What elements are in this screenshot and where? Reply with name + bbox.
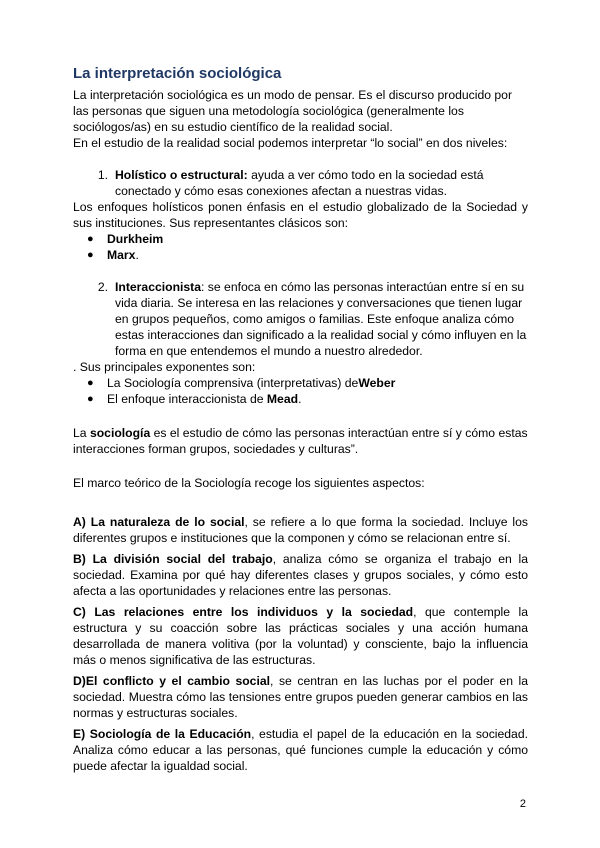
bullet-icon: ● — [87, 393, 94, 405]
page-number: 2 — [519, 798, 526, 810]
aspect-paragraph — [73, 604, 528, 668]
level-interactionist — [73, 279, 528, 359]
level-term: Holístico o estructural: — [115, 168, 248, 182]
intro-paragraph: La interpretación sociológica es un modo de pensar. Es el discurso producido por las personas que siguen una metodología sociológica (generalmente los sociólogos/as) en su estudio científico de la realidad social. — [73, 88, 513, 134]
level-term: Interaccionista — [115, 280, 202, 294]
aspect-term: C) Las relaciones entre los individuos y la sociedad — [73, 605, 414, 619]
bullet-icon: ● — [87, 233, 94, 245]
item-text: El enfoque interaccionista de — [107, 392, 267, 406]
section-title: La interpretación sociológica — [73, 65, 282, 82]
level-holistic — [73, 167, 528, 199]
list-item — [73, 231, 528, 247]
interaction-intro: . Sus principales exponentes son: — [73, 360, 256, 374]
item-text: La Sociología comprensiva (interpretativas) de — [107, 376, 359, 390]
holistic-paragraph: Los enfoques holísticos ponen énfasis en el estudio globalizado de la Sociedad y sus instituciones. Sus representantes clásicos son: — [73, 200, 528, 230]
list-number: 2. — [97, 280, 108, 294]
aspect-text: , estudia el papel de la educación en la sociedad. Analiza cómo educar a las personas, qué funciones cumple la educación y cómo puede afectar la igualdad social. — [73, 727, 528, 773]
level-description: ayuda a ver cómo todo en la sociedad está conectado y cómo esas conexiones afectan a nuestras vidas. — [115, 168, 484, 198]
list-item — [73, 247, 528, 263]
author-name: Mead — [266, 392, 299, 406]
aspect-paragraph — [73, 514, 528, 546]
level-text — [115, 167, 528, 199]
aspect-term: B) La división social del trabajo — [73, 552, 273, 566]
level-description: : se enfoca en cómo las personas interactúan entre sí en su vida diaria. Se interesa en las relaciones y conversaciones que tienen lugar en grupos pequeños, como amigos o familias. Este enfoque analiza cómo estas interacciones dan significado a la realidad social y cómo influyen en la forma en que entendemos el mundo a nuestro alrededor. — [115, 280, 527, 358]
aspect-term: A) La naturaleza de lo social — [73, 515, 245, 529]
aspect-paragraph — [73, 673, 528, 721]
aspect-text: , se refiere a lo que forma la sociedad. Incluye los diferentes grupos e instituciones que la componen y cómo se relacionan entre sí. — [73, 515, 528, 545]
aspect-paragraph — [73, 551, 528, 599]
aspect-text: , que contemple la estructura y su coacción sobre las prácticas sociales y una acción humana desarrollada de manera volitiva (por la voluntad) y consciente, bajo la influencia más o menos significativa de las estructuras. — [73, 605, 528, 667]
definition-term: sociología — [89, 426, 151, 440]
levels-intro: En el estudio de la realidad social podemos interpretar “lo social” en dos niveles: — [73, 136, 508, 150]
bullet-icon: ● — [87, 377, 94, 389]
level-text — [115, 279, 528, 359]
item-suffix: . — [298, 392, 302, 406]
framework-intro: El marco teórico de la Sociología recoge los siguientes aspectos: — [73, 476, 425, 490]
definition-text: es el estudio de cómo las personas interactúan entre sí y cómo estas interacciones forman grupos, sociedades y culturas”. — [73, 426, 528, 456]
interaction-reps-list — [73, 375, 528, 407]
author-name: Durkheim — [107, 232, 164, 246]
document-page — [73, 64, 528, 774]
aspect-paragraph — [73, 726, 528, 774]
bullet-icon: ● — [87, 249, 94, 261]
aspect-text: , se centran en las luchas por el poder en la sociedad. Muestra cómo las tensiones entre grupos pueden generar cambios en las normas y estructuras sociales. — [73, 674, 528, 720]
aspect-term: E) Sociología de la Educación — [73, 727, 252, 741]
list-item — [73, 375, 528, 391]
definition-prefix: La — [73, 426, 90, 440]
aspect-text: , analiza cómo se organiza el trabajo en la sociedad. Examina por qué hay diferentes clases y grupos sociales, y cómo esto afecta a las oportunidades y relaciones entre las personas. — [73, 552, 528, 598]
author-name: Weber — [358, 376, 396, 390]
definition-paragraph — [73, 425, 528, 457]
aspect-term: D)El conflicto y el cambio social — [73, 674, 271, 688]
author-name: Marx — [107, 248, 136, 262]
holistic-reps-list — [73, 231, 528, 263]
list-item — [73, 391, 528, 407]
list-number: 1. — [97, 168, 108, 182]
item-suffix: . — [135, 248, 139, 262]
